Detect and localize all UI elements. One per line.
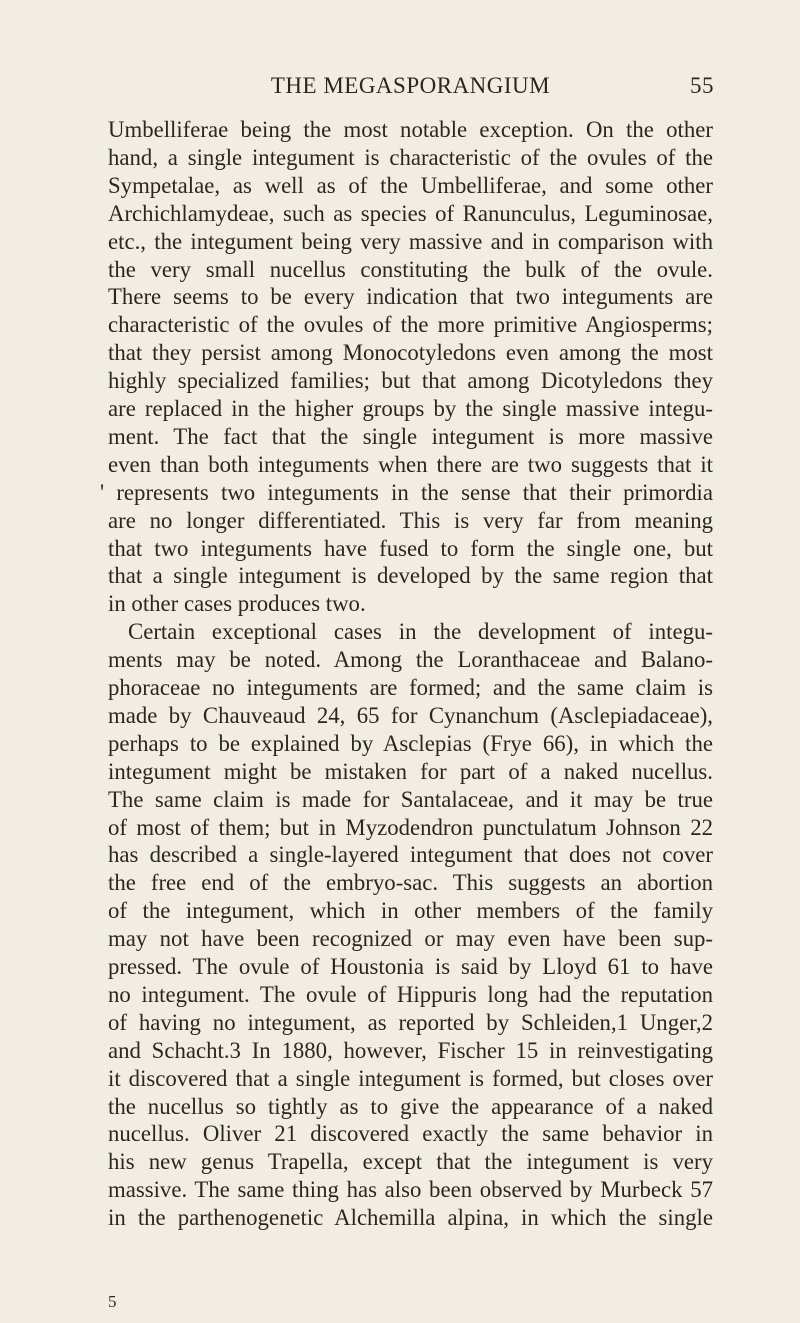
text-line: in the parthenogenetic Alchemilla alpina, in which the single	[108, 1205, 713, 1231]
text-line: The same claim is made for Santalaceae, and it may be true	[108, 786, 713, 812]
text-line: that they persist among Monocotyledons even among the most	[108, 340, 713, 366]
text-line: hand, a single integument is characteristic of the ovules of the	[108, 144, 713, 170]
text-line: perhaps to be explained by Asclepias (Frye 66), in which the	[108, 730, 713, 756]
text-line: Archichlamydeae, such as species of Ranunculus, Leguminosae,	[108, 200, 713, 226]
signature-mark: 5	[108, 1292, 117, 1311]
text-line: Certain exceptional cases in the development of integu-	[128, 619, 713, 645]
text-line: ment. The fact that the single integument is more massive	[108, 423, 713, 449]
text-line: Sympetalae, as well as of the Umbelliferae, and some other	[108, 172, 713, 198]
text-line: and Schacht.3 In 1880, however, Fischer 15 in reinvestigating	[108, 1037, 713, 1063]
text-line: pressed. The ovule of Houstonia is said by Lloyd 61 to have	[108, 954, 713, 979]
text-line: made by Chauveaud 24, 65 for Cynanchum (Asclepiadaceae),	[108, 702, 713, 728]
text-line: has described a single-layered integument that does not cover	[108, 842, 713, 868]
text-line: even than both integuments when there are two suggests that it	[108, 451, 713, 477]
text-line: that a single integument is developed by the same region that	[108, 563, 713, 589]
running-head: THE MEGASPORANGIUM	[270, 73, 551, 98]
text-line: the very small nucellus constituting the bulk of the ovule.	[108, 256, 713, 282]
text-line: ments may be noted. Among the Loranthaceae and Balano-	[108, 647, 713, 673]
text-line: are no longer differentiated. This is very far from meaning	[108, 507, 713, 533]
text-line: in other cases produces two.	[108, 591, 366, 617]
text-line: There seems to be every indication that two integuments are	[108, 284, 713, 310]
text-line: the free end of the embryo-sac. This suggests an abortion	[108, 870, 713, 896]
text-line: highly specialized families; but that among Dicotyledons they	[108, 368, 713, 394]
text-line: the nucellus so tightly as to give the appearance of a naked	[108, 1093, 713, 1119]
text-line: ' represents two integuments in the sense that their primordia	[100, 479, 713, 505]
text-line: massive. The same thing has also been observed by Murbeck 57	[108, 1177, 713, 1203]
text-line: Umbelliferae being the most notable exception. On the other	[108, 117, 713, 142]
text-line: of the integument, which in other members of the family	[108, 898, 713, 924]
text-line: no integument. The ovule of Hippuris long had the reputation	[108, 981, 713, 1007]
page-header	[108, 73, 713, 103]
text-line: nucellus. Oliver 21 discovered exactly the same behavior in	[108, 1121, 713, 1147]
text-line: of most of them; but in Myzodendron punctulatum Johnson 22	[108, 814, 713, 840]
text-line: etc., the integument being very massive and in comparison with	[108, 228, 713, 254]
text-line: phoraceae no integuments are formed; and the same claim is	[108, 675, 713, 700]
text-line: of having no integument, as reported by Schleiden,1 Unger,2	[108, 1009, 713, 1035]
text-line: it discovered that a single integument is formed, but closes over	[108, 1065, 713, 1091]
text-line: that two integuments have fused to form the single one, but	[108, 535, 713, 561]
text-line: his new genus Trapella, except that the integument is very	[108, 1149, 713, 1175]
page-number: 55	[690, 73, 714, 98]
text-line: integument might be mistaken for part of a naked nucellus.	[108, 758, 713, 784]
text-line: are replaced in the higher groups by the single massive integu-	[108, 396, 713, 421]
text-line: characteristic of the ovules of the more primitive Angiosperms;	[108, 312, 713, 338]
text-line: may not have been recognized or may even have been sup-	[108, 926, 713, 952]
